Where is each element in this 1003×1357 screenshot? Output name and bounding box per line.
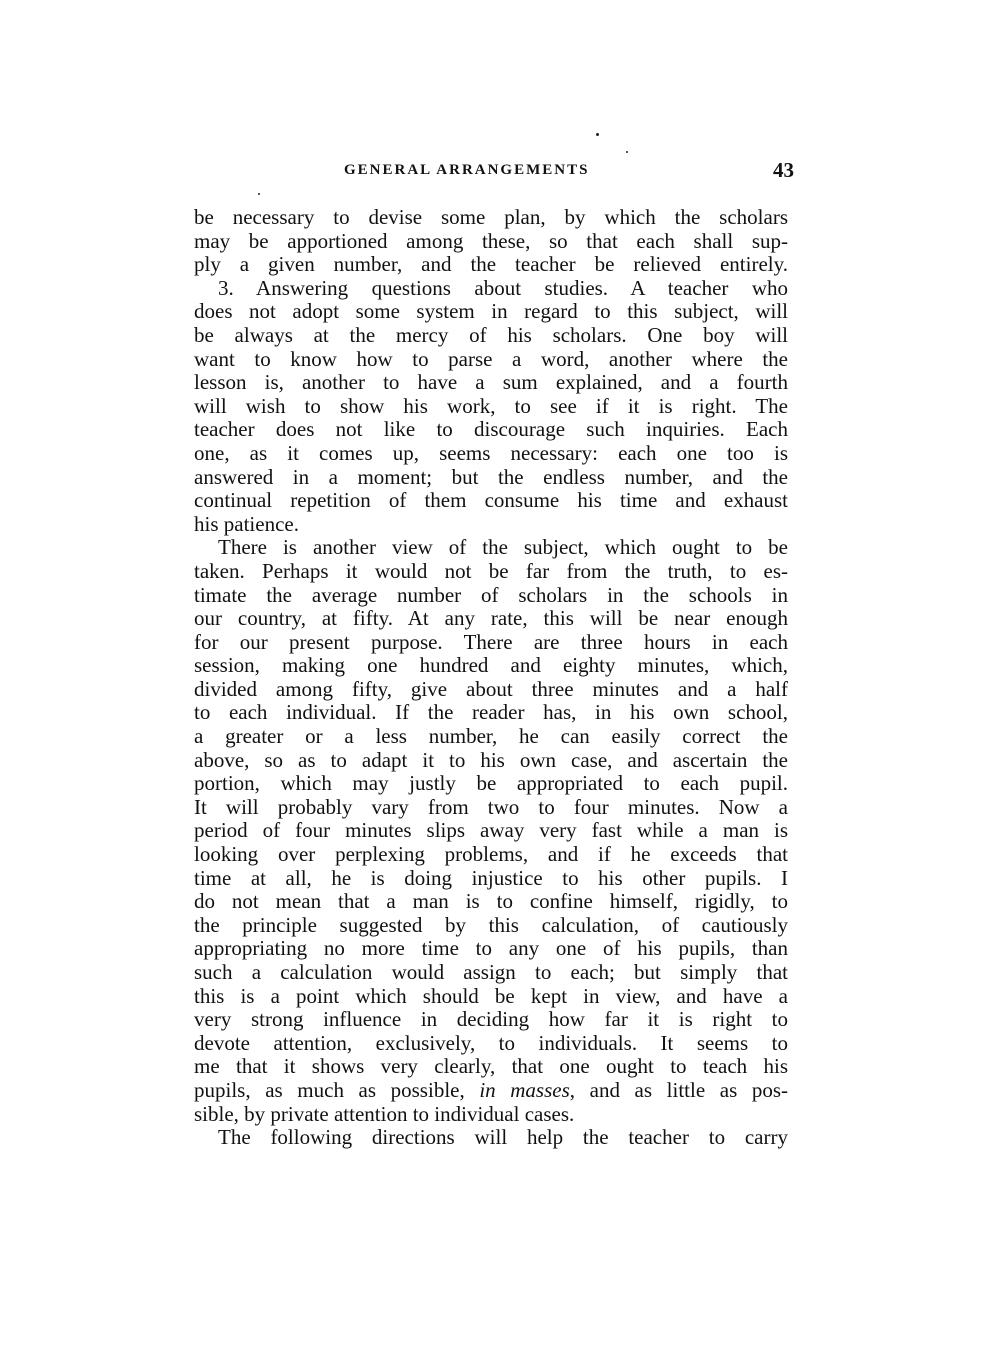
body-text <box>194 206 788 1150</box>
page-number: 43 <box>773 158 794 182</box>
text-line: sible, by private attention to individual cases. <box>194 1101 575 1126</box>
text-line: do not mean that a man is to confine himself, rigidly, to <box>194 889 788 914</box>
text-line: very strong influence in deciding how far it is right to <box>194 1007 788 1032</box>
text-line: appropriating no more time to any one of his pupils, than <box>194 936 788 961</box>
emphasis-text: in masses <box>479 1077 570 1102</box>
text-line: be necessary to devise some plan, by which the scholars <box>194 205 788 229</box>
text-line: be always at the mercy of his scholars. One boy will <box>194 322 788 347</box>
text-line: above, so as to adapt it to his own case, and ascertain the <box>194 747 788 772</box>
text-line: The following directions will help the teacher to carry <box>218 1125 788 1150</box>
text-line: session, making one hundred and eighty minutes, which, <box>194 653 788 678</box>
text-line: divided among fifty, give about three minutes and a half <box>194 676 788 701</box>
text-line: looking over perplexing problems, and if he exceeds that <box>194 842 788 867</box>
text-line: me that it shows very clearly, that one ought to teach his <box>194 1054 788 1079</box>
text-line: a greater or a less number, he can easily correct the <box>194 724 788 749</box>
print-speck <box>626 151 628 153</box>
text-line: does not adopt some system in regard to this subject, will <box>194 299 788 324</box>
print-speck <box>596 133 599 136</box>
text-line: for our present purpose. There are three hours in each <box>194 629 788 654</box>
text-line: portion, which may justly be appropriated to each pupil. <box>194 771 788 796</box>
text-line: 3. Answering questions about studies. A teacher who <box>218 275 788 300</box>
text-line: to each individual. If the reader has, in his own school, <box>194 700 788 725</box>
text-line: taken. Perhaps it would not be far from the truth, to es- <box>194 558 788 583</box>
text-line: such a calculation would assign to each; but simply that <box>194 960 788 984</box>
text-line: ply a given number, and the teacher be relieved entirely. <box>194 252 788 277</box>
text-line: timate the average number of scholars in the schools in <box>194 582 788 607</box>
text-line: devote attention, exclusively, to individuals. It seems to <box>194 1030 788 1055</box>
print-speck <box>258 193 260 195</box>
text-line: time at all, he is doing injustice to his other pupils. I <box>194 865 788 890</box>
running-head: GENERAL ARRANGEMENTS <box>344 162 590 178</box>
text-line: want to know how to parse a word, another where the <box>194 346 788 371</box>
text-line: continual repetition of them consume his time and exhaust <box>194 488 788 513</box>
text-line: It will probably vary from two to four minutes. Now a <box>194 794 788 819</box>
text-line: teacher does not like to discourage such inquiries. Each <box>194 417 788 442</box>
text-line: There is another view of the subject, which ought to be <box>218 535 788 560</box>
text-line: may be apportioned among these, so that each shall sup- <box>194 228 788 253</box>
text-line: this is a point which should be kept in view, and have a <box>194 983 788 1008</box>
text-line: one, as it comes up, seems necessary: each one too is <box>194 440 788 465</box>
text-line: answered in a moment; but the endless number, and the <box>194 464 788 489</box>
text-line: his patience. <box>194 511 299 536</box>
text-line: lesson is, another to have a sum explained, and a fourth <box>194 370 788 395</box>
page-header <box>194 158 794 188</box>
text-line: our country, at fifty. At any rate, this will be near enough <box>194 606 788 631</box>
text-line: period of four minutes slips away very fast while a man is <box>194 818 788 843</box>
text-line: will wish to show his work, to see if it is right. The <box>194 393 788 418</box>
text-line: the principle suggested by this calculation, of cautiously <box>194 912 788 937</box>
text-line: pupils, as much as possible, in masses, and as little as pos- <box>194 1077 789 1102</box>
